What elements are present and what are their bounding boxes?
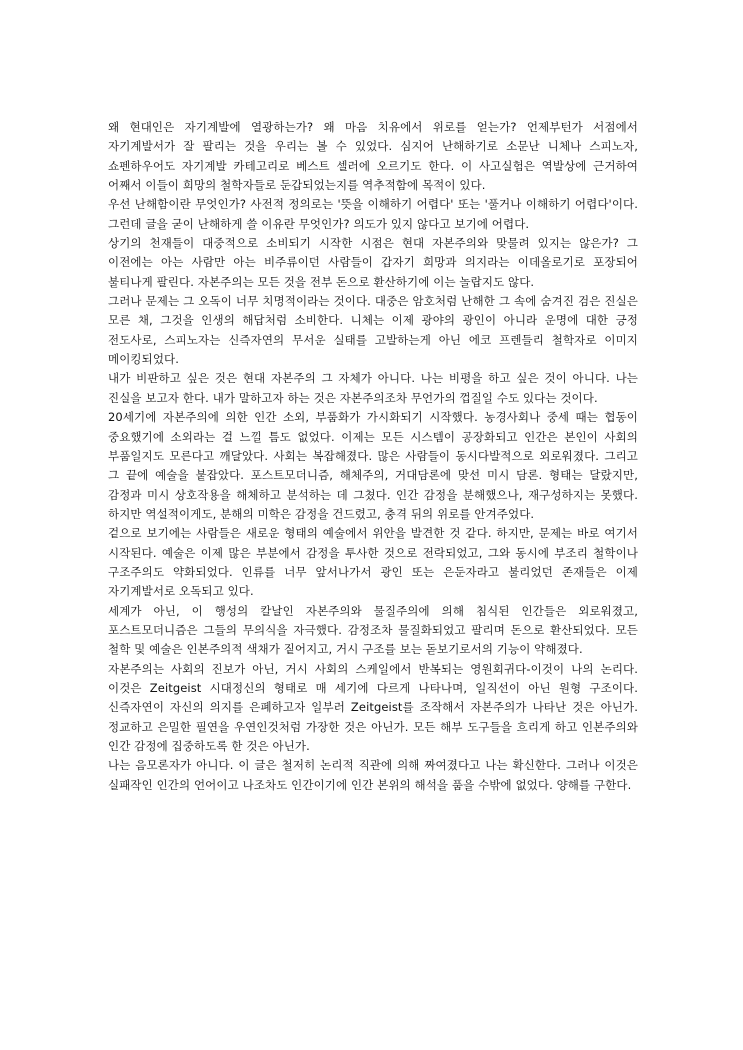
paragraph-3: 상기의 천재들이 대중적으로 소비되기 시작한 시점은 현대 자본주의와 맞물려 있지는 않은가? 그 이전에는 아는 사람만 아는 비주류이던 사람들이 갑자기 희망과 의지라는 이데올로기로 포장되어 불티나게 팔린다. 자본주의는 모든 것을 전부 돈으로 환산하기에 이는 놀랍지도 않다. <box>108 236 638 289</box>
paragraph-10: 나는 음모론자가 아니다. 이 글은 철저히 논리적 직관에 의해 짜여졌다고 나는 확신한다. 그러나 이것은 실패작인 인간의 언어이고 나조차도 인간이기에 인간 본위의 해석을 품을 수밖에 없었다. 양해를 구한다. <box>108 758 638 792</box>
paragraph-2: 우선 난해함이란 무엇인가? 사전적 정의로는 '뜻을 이해하기 어렵다' 또는 '풀거나 이해하기 어렵다'이다. 그런데 글을 굳이 난해하게 쓸 이유란 무엇인가? 의도가 있지 않다고 보기에 어렵다. <box>108 197 638 231</box>
paragraph-1: 왜 현대인은 자기계발에 열광하는가? 왜 마음 치유에서 위로를 얻는가? 언제부턴가 서점에서 자기계발서가 잘 팔리는 것을 우리는 볼 수 있었다. 심지어 난해하기로 소문난 니체나 스피노자, 쇼펜하우어도 자기계발 카테고리로 베스트 셀러에 오르기도 한다. 이 사고실험은 역발상에 근거하여 어째서 이들이 희망의 철학자들로 둔갑되었는지를 역추적함에 목적이 있다. <box>108 120 638 193</box>
paragraph-6: 20세기에 자본주의에 의한 인간 소외, 부품화가 가시화되기 시작했다. 농경사회나 중세 때는 협동이 중요했기에 소외라는 걸 느낄 틈도 없었다. 이제는 모든 시스템이 공장화되고 인간은 본인이 사회의 부품일지도 모른다고 깨달았다. 사회는 복잡해졌다. 많은 사람들이 동시다발적으로 외로워졌다. 그리고 그 끝에 예술을 붙잡았다. 포스트모더니즘, 해체주의, 거대담론에 맞선 미시 담론. 형태는 달랐지만, 감정과 미시 상호작용을 해체하고 분석하는 데 그쳤다. 인간 감정을 분해했으나, 재구성하지는 못했다. 하지만 역설적이게도, 분해의 미학은 감정을 건드렸고, 충격 뒤의 위로를 안겨주었다. <box>108 410 638 521</box>
paragraph-7: 겉으로 보기에는 사람들은 새로운 형태의 예술에서 위안을 발견한 것 같다. 하지만, 문제는 바로 여기서 시작된다. 예술은 이제 많은 부분에서 감정을 투사한 것으로 전락되었고, 그와 동시에 부조리 철학이나 구조주의도 약화되었다. 인류를 너무 앞서나가서 광인 또는 은둔자라고 불리었던 존재들은 이제 자기계발서로 오독되고 있다. <box>108 526 638 599</box>
paragraph-9: 자본주의는 사회의 진보가 아닌, 거시 사회의 스케일에서 반복되는 영원회귀다-이것이 나의 논리다. 이것은 Zeitgeist 시대정신의 형태로 매 세기에 다르게 나타나며, 일직선이 아닌 원형 구조이다. 신즉자연이 자신의 의지를 은폐하고자 일부러 Zeitgeist를 조작해서 자본주의가 나타난 것은 아닌가. 정교하고 은밀한 필연을 우연인것처럼 가장한 것은 아닌가. 모든 해부 도구들을 흐리게 하고 인본주의와 인간 감정에 집중하도록 한 것은 아닌가. <box>108 661 638 753</box>
paragraph-8: 세계가 아닌, 이 행성의 칼날인 자본주의와 물질주의에 의해 침식된 인간들은 외로워졌고, 포스트모더니즘은 그들의 무의식을 자극했다. 감정조차 물질화되었고 팔리며 돈으로 환산되었다. 모든 철학 및 예술은 인본주의적 색채가 짙어지고, 거시 구조를 보는 돋보기로서의 기능이 약해졌다. <box>108 603 638 657</box>
document-body <box>108 118 638 795</box>
paragraph-5: 내가 비판하고 싶은 것은 현대 자본주의 그 자체가 아니다. 나는 비평을 하고 싶은 것이 아니다. 나는 진실을 보고자 한다. 내가 말하고자 하는 것은 자본주의조차 무언가의 껍질일 수도 있다는 것이다. <box>108 371 638 405</box>
paragraph-4: 그러나 문제는 그 오독이 너무 치명적이라는 것이다. 대중은 암호처럼 난해한 그 속에 숨겨진 검은 진실은 모른 채, 그것을 인생의 해답처럼 소비한다. 니체는 이제 광야의 광인이 아니라 운명에 대한 긍정 전도사로, 스피노자는 신즉자연의 무서운 실태를 고발하는게 아닌 에코 프렌들리 철학자로 이미지 메이킹되었다. <box>108 294 638 367</box>
